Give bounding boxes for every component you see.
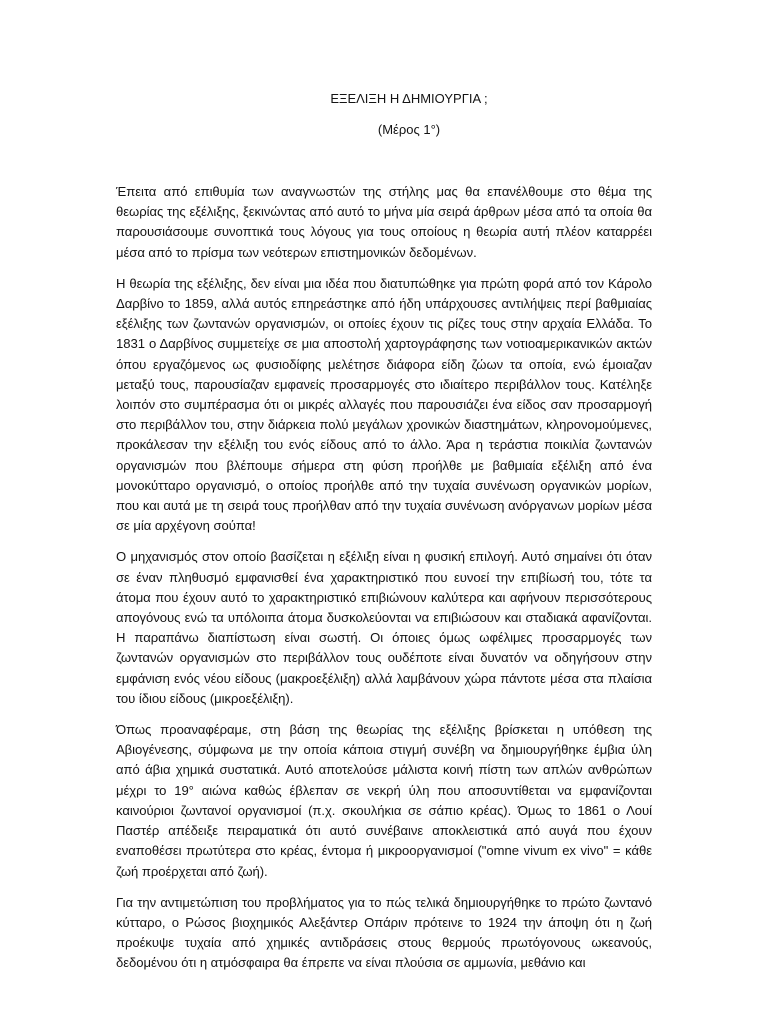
document-title: ΕΞΕΛΙΞΗ Η ΔΗΜΙΟΥΡΓΙΑ ; <box>330 91 488 106</box>
document-subtitle: (Μέρος 1°) <box>377 122 441 137</box>
paragraph-4: Όπως προαναφέραμε, στη βάση της θεωρίας της εξέλιξης βρίσκεται η υπόθεση της Αβιογένεσης, σύμφωνα με την οποία κάποια στιγμή συνέβη να δημιουργήθηκε έμβια ύλη από άβια χημικά συστατικά. Αυτό αποτελούσε μάλιστα κοινή πίστη των απλών ανθρώπων μέχρι το 19° αιώνα καθώς έβλεπαν σε νεκρή ύλη που αποσυντίθεται να εμφανίζονται καινούριοι ζωντανοί οργανισμοί (π.χ. σκουλήκια σε σάπιο κρέας). Όμως το 1861 ο Λουί Παστέρ απέδειξε πειραματικά ότι αυτό συνέβαινε αποκλειστικά από αυγά που έχουν εναποθέσει πρωτύτερα στο κρέας, έντομα ή μικροοργανισμοί ("omne vivum ex vivo" = κάθε ζωή προέρχεται από ζωή). <box>116 722 652 879</box>
paragraph-3: Ο μηχανισμός στον οποίο βασίζεται η εξέλιξη είναι η φυσική επιλογή. Αυτό σημαίνει ότι όταν σε έναν πληθυσμό εμφανισθεί ένα χαρακτηριστικό που ευνοεί την επιβίωσή του, τότε τα άτομα που έχουν αυτό το χαρακτηριστικό επιβιώνουν καλύτερα και αφήνουν περισσότερους απογόνους ενώ τα υπόλοιπα άτομα δυσκολεύονται να επιβιώσουν και σταδιακά αφανίζονται. Η παραπάνω διαπίστωση είναι σωστή. Οι όποιες όμως ωφέλιμες προσαρμογές των ζωντανών οργανισμών στο περιβάλλον τους ουδέποτε είναι δυνατόν να οδηγήσουν στην εμφάνιση ενός νέου είδους (μακροεξέλιξη) αλλά λαμβάνουν χώρα πάντοτε μέσα στα πλαίσια του ίδιου είδους (μικροεξέλιξη). <box>116 549 652 706</box>
paragraph-5: Για την αντιμετώπιση του προβλήματος για το πώς τελικά δημιουργήθηκε το πρώτο ζωντανό κύτταρο, ο Ρώσος βιοχημικός Αλεξάντερ Οπάριν πρότεινε το 1924 την άποψη ότι η ζωή προέκυψε τυχαία από χημικές αντιδράσεις στους θερμούς πρωτόγονους ωκεανούς, δεδομένου ότι η ατμόσφαιρα θα έπρεπε να είναι πλούσια σε αμμωνία, μεθάνιο και <box>116 894 652 971</box>
paragraph-2: Η θεωρία της εξέλιξης, δεν είναι μια ιδέα που διατυπώθηκε για πρώτη φορά από τον Κάρολο Δαρβίνο το 1859, αλλά αυτός επηρεάστηκε από ήδη υπάρχουσες αντιλήψεις περί βαθμιαίας εξέλιξης των ζωντανών οργανισμών, οι οποίες έχουν τις ρίζες τους στην αρχαία Ελλάδα. Το 1831 ο Δαρβίνος συμμετείχε σε μια αποστολή χαρτογράφησης των νοτιοαμερικανικών ακτών όπου εργαζόμενος ως φυσιοδίφης μελέτησε διάφορα είδη ζώων τα οποία, ενώ έμοιαζαν μεταξύ τους, παρουσίαζαν εμφανείς προσαρμογές στο ιδιαίτερο περιβάλλον τους. Κατέληξε λοιπόν στο συμπέρασμα ότι οι μικρές αλλαγές που παρουσιάζει ένα είδος σαν προσαρμογή στο περιβάλλον του, στην διάρκεια πολύ μεγάλων χρονικών διαστημάτων, κληρονομούμενες, προκάλεσαν την εξέλιξη του ενός είδους από το άλλο. Άρα η τεράστια ποικιλία ζωντανών οργανισμών που βλέπουμε σήμερα στη φύση προήλθε με βαθμιαία εξέλιξη από ένα μονοκύτταρο οργανισμό, ο οποίος προήλθε από την τυχαία συνένωση οργανικών μορίων, που και αυτά με τη σειρά τους προήλθαν από την τυχαία συνένωση ανόργανων μορίων μέσα σε μία αρχέγονη σούπα! <box>116 275 652 534</box>
document-body <box>116 182 652 974</box>
paragraph-1: Έπειτα από επιθυμία των αναγνωστών της στήλης μας θα επανέλθουμε στο θέμα της θεωρίας της εξέλιξης, ξεκινώντας από αυτό το μήνα μία σειρά άρθρων μέσα από τα οποία θα παρουσιάσουμε συνοπτικά τους λόγους για τους οποίους η θεωρία αυτή πλέον καταρρέει μέσα από το πρίσμα των νεότερων επιστημονικών δεδομένων. <box>116 184 652 260</box>
